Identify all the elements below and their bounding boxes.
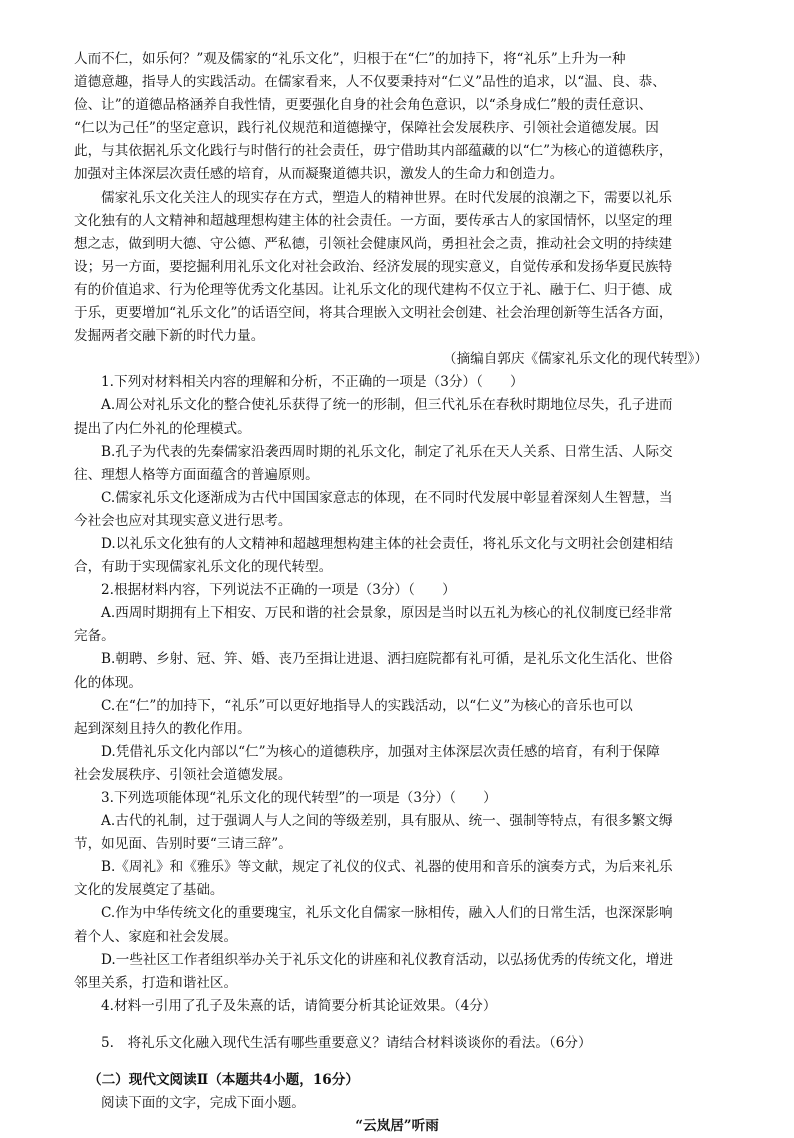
text-line: 想之志，做到明大德、守公德、严私德，引领社会健康风尚，勇担社会之责，推动社会文明的持续建 [74, 235, 673, 252]
question-1 [74, 371, 720, 579]
section-2-instruction: 阅读下面的文字，完成下面小题。 [101, 1095, 305, 1112]
option-a: A.周公对礼乐文化的整合使礼乐获得了统一的形制，但三代礼乐在春秋时期地位尽失，孔子进而 [101, 397, 673, 414]
option-d-continued: 合，有助于实现儒家礼乐文化的现代转型。 [74, 559, 333, 576]
text-line: 此，与其依据礼乐文化践行与时偕行的社会责任，毋宁借助其内部蕴藏的以“仁”为核心的道德秩序， [74, 143, 673, 160]
question-2 [74, 579, 720, 787]
text-line: 儒家礼乐文化关注人的现实存在方式，塑造人的精神世界。在时代发展的浪潮之下，需要以礼乐 [101, 189, 672, 206]
text-line: 文化独有的人文精神和超越理想构建主体的社会责任。一方面，要传承古人的家国情怀，以坚定的理 [74, 212, 673, 229]
text-line: 人而不仁，如乐何？”观及儒家的“礼乐文化”，归根于在“仁”的加持下，将“礼乐”上升为一种 [74, 51, 626, 67]
option-a-continued: 提出了内仁外礼的伦理模式。 [74, 420, 251, 437]
option-d-continued: 社会发展秩序、引领社会道德发展。 [74, 766, 292, 783]
option-a-continued: 完备。 [74, 628, 115, 645]
text-line: “仁以为己任”的坚定意识，践行礼仪规范和道德操守，保障社会发展秩序、引领社会道德发展。因 [74, 120, 659, 137]
section-2-passage-title: “云岚居”听雨 [355, 1118, 439, 1135]
question-stem: 3.下列选项能体现“礼乐文化的现代转型”的一项是（3分）（ ） [101, 790, 497, 806]
text-line: 道德意趣，指导人的实践活动。在儒家看来，人不仅要秉持对“仁义”品性的追求，以“温、良、恭、 [74, 74, 666, 91]
option-c: C.在“仁”的加持下，“礼乐”可以更好地指导人的实践活动，以“仁义”为核心的音乐也可以 [101, 697, 633, 714]
question-stem: 2.根据材料内容，下列说法不正确的一项是（3分）（ ） [101, 582, 456, 599]
option-b-continued: 文化的发展奠定了基础。 [74, 882, 224, 899]
option-c: C.儒家礼乐文化逐渐成为古代中国国家意志的体现，在不同时代发展中彰显着深刻人生智慧，当 [101, 489, 673, 506]
option-b: B.朝聘、乡射、冠、笄、婚、丧乃至揖让进退、洒扫庭院都有礼可循，是礼乐文化生活化、世俗 [101, 651, 673, 668]
question-stem: 1.下列对材料相关内容的理解和分析，不正确的一项是（3分）（ ） [101, 374, 524, 391]
text-line: 有的价值追求、行为伦理等优秀文化基因。让礼乐文化的现代建构不仅立于礼、融于仁、归于德、成 [74, 281, 673, 298]
option-c-continued: 着个人、家庭和社会发展。 [74, 928, 238, 945]
exam-page [74, 48, 720, 1138]
question-4: 4.材料一引用了孔子及朱熹的话，请简要分析其论证效果。（4分） [101, 997, 497, 1014]
text-line: 设；另一方面，要挖掘利用礼乐文化对社会政治、经济发展的现实意义，自觉传承和发扬华夏民族特 [74, 258, 673, 275]
option-b-continued: 往、理想人格等方面面蕴含的普遍原则。 [74, 466, 319, 483]
option-c: C.作为中华传统文化的重要瑰宝，礼乐文化自儒家一脉相传，融入人们的日常生活，也深深影响 [101, 905, 673, 922]
text-line: 加强对主体深层次责任感的培育，从而凝聚道德共识，激发人的生命力和创造力。 [74, 166, 564, 183]
option-d: D.以礼乐文化独有的人文精神和超越理想构建主体的社会责任，将礼乐文化与文明社会创建相结 [101, 535, 674, 552]
text-line: 于乐，更要增加“礼乐文化”的话语空间，将其合理嵌入文明社会创建、社会治理创新等生活各方面， [74, 305, 673, 322]
text-line: 发掘两者交融下新的时代力量。 [74, 328, 265, 345]
option-a: A.古代的礼制，过于强调人与人之间的等级差别，具有服从、统一、强制等特点，有很多繁文缛 [101, 813, 673, 830]
option-c-continued: 今社会也应对其现实意义进行思考。 [74, 512, 292, 529]
option-a: A.西周时期拥有上下相安、万民和谐的社会景象，原因是当时以五礼为核心的礼仪制度已经非常 [101, 605, 673, 622]
option-d-continued: 邻里关系，打造和谐社区。 [74, 974, 238, 991]
passage-paragraph-1 [74, 48, 720, 187]
option-d: D.凭借礼乐文化内部以“仁”为核心的道德秩序，加强对主体深层次责任感的培育，有利于保障 [101, 743, 660, 760]
option-b: B.《周礼》和《雅乐》等文献，规定了礼仪的仪式、礼器的使用和音乐的演奏方式，为后来礼乐 [101, 859, 673, 876]
question-5: 5. 将礼乐文化融入现代生活有哪些重要意义？请结合材料谈谈你的看法。（6分） [101, 1034, 592, 1051]
section-2-heading: （二）现代文阅读Ⅱ（本题共4小题，16分） [88, 1072, 359, 1089]
option-c-continued: 起到深刻且持久的教化作用。 [74, 720, 251, 737]
source-citation: （摘编自郭庆《儒家礼乐文化的现代转型》） [442, 351, 708, 368]
passage-paragraph-2 [74, 187, 720, 349]
option-b: B.孔子为代表的先秦儒家沿袭西周时期的礼乐文化，制定了礼乐在天人关系、日常生活、人际交 [101, 443, 673, 460]
question-3 [74, 787, 720, 995]
option-d: D.一些社区工作者组织举办关于礼乐文化的讲座和礼仪教育活动，以弘扬优秀的传统文化，增进 [101, 951, 674, 968]
text-line: 俭、让”的道德品格涵养自我性情，更要强化自身的社会角色意识，以“杀身成仁”般的责任意识、 [74, 97, 653, 114]
option-a-continued: 节，如见面、告别时要“三请三辞”。 [74, 836, 292, 853]
option-b-continued: 化的体现。 [74, 674, 142, 691]
